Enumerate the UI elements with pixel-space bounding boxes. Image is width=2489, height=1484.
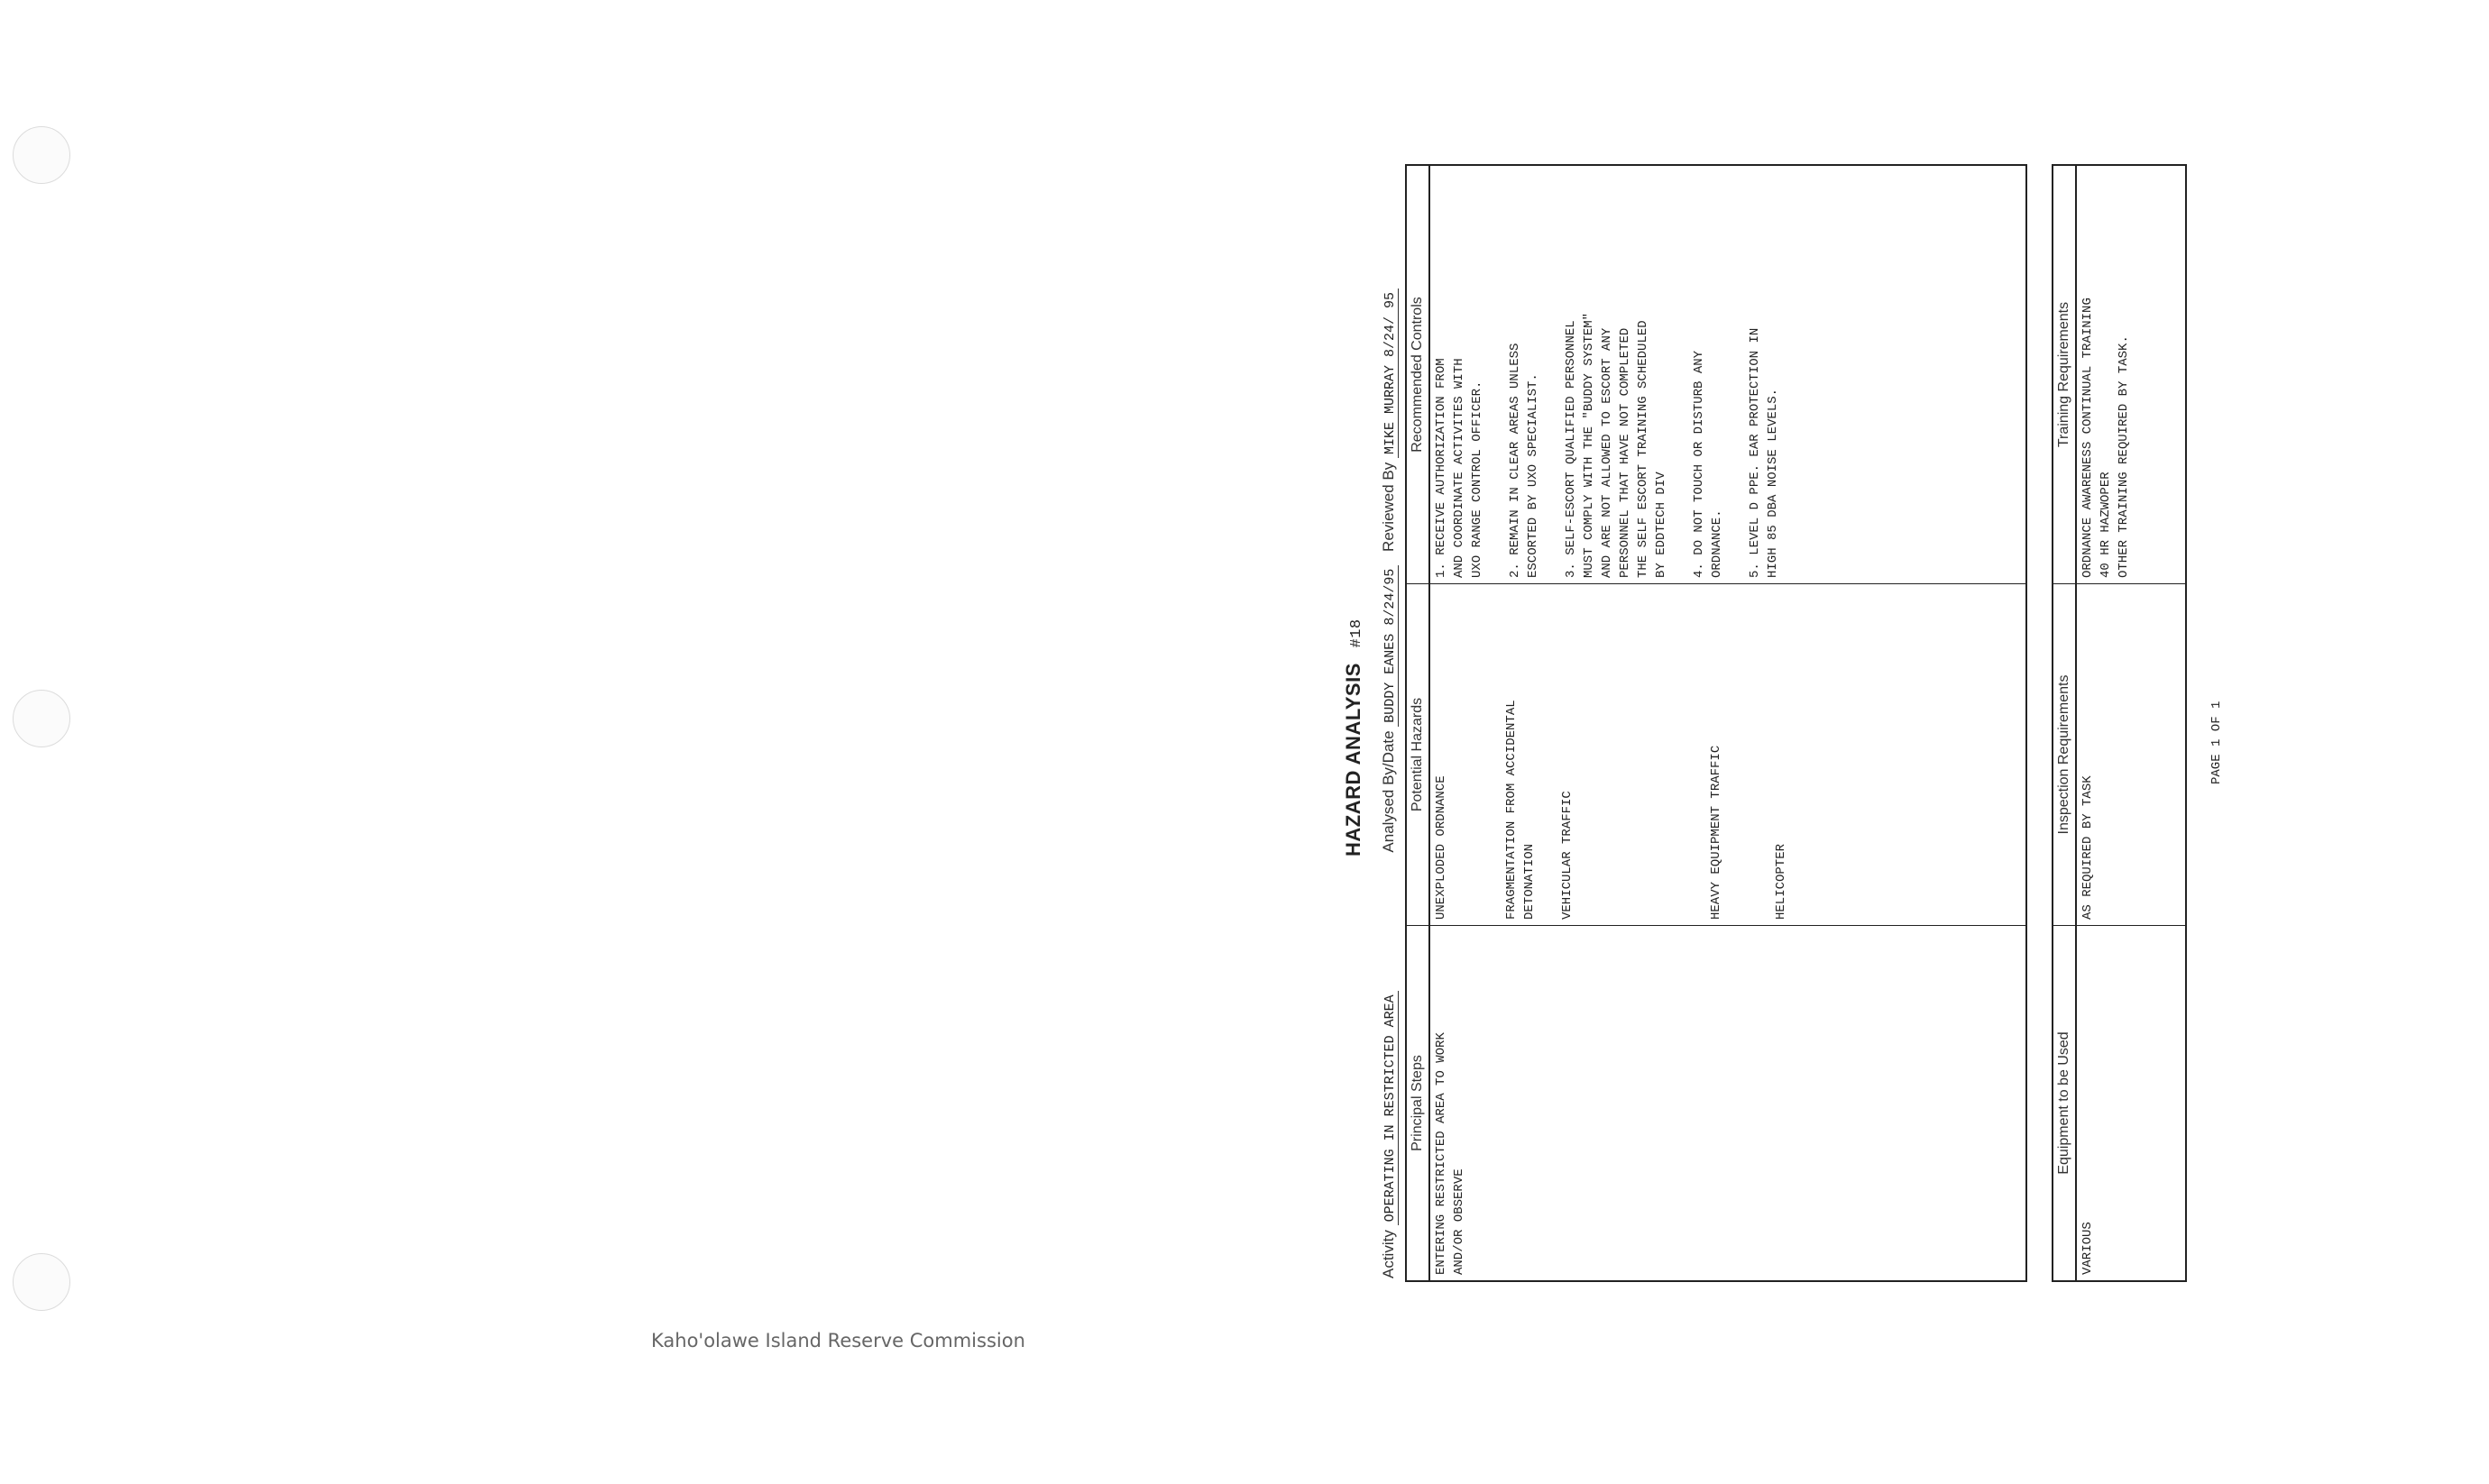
activity-value: OPERATING IN RESTRICTED AREA: [1382, 991, 1399, 1225]
inspection-cell: AS REQUIRED BY TASK: [2076, 584, 2186, 926]
training-cell: [2076, 165, 2186, 584]
rotated-sheet: [1317, 99, 2489, 1361]
header-potential-hazards: Potential Hazards: [1406, 584, 1429, 926]
analysis-number: #18: [1348, 618, 1365, 648]
control-item: 3. SELF-ESCORT QUALIFIED PERSONNEL MUST COMPLY WITH THE "BUDDY SYSTEM" AND ARE NOT ALLOWED TO ESCORT ANY PERSONNEL THAT HAVE NOT COMPLETED THE SELF ESCORT TRAINING SCHEDULED BY EDDTECH DIV: [1564, 312, 1668, 578]
analysed-label: Analysed By/Date: [1380, 730, 1397, 853]
equipment-cell: VARIOUS: [2076, 926, 2186, 1282]
hazard-table: [1405, 164, 2027, 1282]
hazard-item: HELICOPTER: [1774, 843, 1788, 920]
control-item: 4. DO NOT TOUCH OR DISTURB ANY ORDNANCE.: [1692, 350, 1724, 578]
hazard-item: VEHICULAR TRAFFIC: [1560, 791, 1575, 920]
potential-hazards-cell: [1429, 584, 2026, 926]
hazard-item: FRAGMENTATION FROM ACCIDENTAL DETONATION: [1504, 700, 1537, 920]
hazard-item: HEAVY EQUIPMENT TRAFFIC: [1709, 745, 1723, 920]
header-principal-steps: Principal Steps: [1406, 926, 1429, 1282]
header-inspection: Inspection Requirements: [2053, 584, 2076, 926]
page-number: PAGE 1 OF 1: [2209, 701, 2224, 784]
activity-label: Activity: [1380, 1230, 1397, 1278]
header-training: Training Requirements: [2053, 165, 2076, 584]
principal-steps-text: ENTERING RESTRICTED AREA TO WORK AND/OR OBSERVE: [1434, 1032, 1466, 1275]
requirements-table-row: [2076, 165, 2186, 1281]
reviewed-label: Reviewed By: [1380, 462, 1397, 552]
archive-caption: Kaho'olawe Island Reserve Commission: [651, 1330, 1025, 1351]
training-item: OTHER TRAINING REQUIRED BY TASK.: [2117, 335, 2131, 578]
hazard-table-header: [1406, 165, 1429, 1281]
principal-steps-cell: [1429, 926, 2026, 1282]
training-item: 40 HR HAZWOPER: [2099, 472, 2113, 578]
hazard-item: UNEXPLODED ORDNANCE: [1434, 775, 1448, 920]
control-item: 1. RECEIVE AUTHORIZATION FROM AND COORDINATE ACTIVITES WITH UXO RANGE CONTROL OFFICER.: [1434, 358, 1484, 578]
requirements-table: [2052, 164, 2187, 1282]
control-item: 2. REMAIN IN CLEAR AREAS UNLESS ESCORTED BY UXO SPECIALIST.: [1508, 343, 1540, 578]
recommended-controls-cell: [1429, 165, 2026, 584]
requirements-table-header: [2053, 165, 2076, 1281]
control-item: 5. LEVEL D PPE. EAR PROTECTION IN HIGH 85 DBA NOISE LEVELS.: [1748, 327, 1780, 578]
hazard-table-row: [1429, 165, 2026, 1281]
reviewed-value: MIKE MURRAY 8/24/ 95: [1382, 289, 1399, 458]
form-title: [1342, 618, 1365, 857]
header-line: [1380, 289, 1399, 1278]
header-recommended-controls: Recommended Controls: [1406, 165, 1429, 584]
training-item: ORDNANCE AWARENESS CONTINUAL TRAINING: [2080, 298, 2095, 578]
title-text: HAZARD ANALYSIS: [1342, 663, 1364, 857]
analysed-value: BUDDY EANES 8/24/95: [1382, 565, 1399, 727]
header-equipment: Equipment to be Used: [2053, 926, 2076, 1282]
